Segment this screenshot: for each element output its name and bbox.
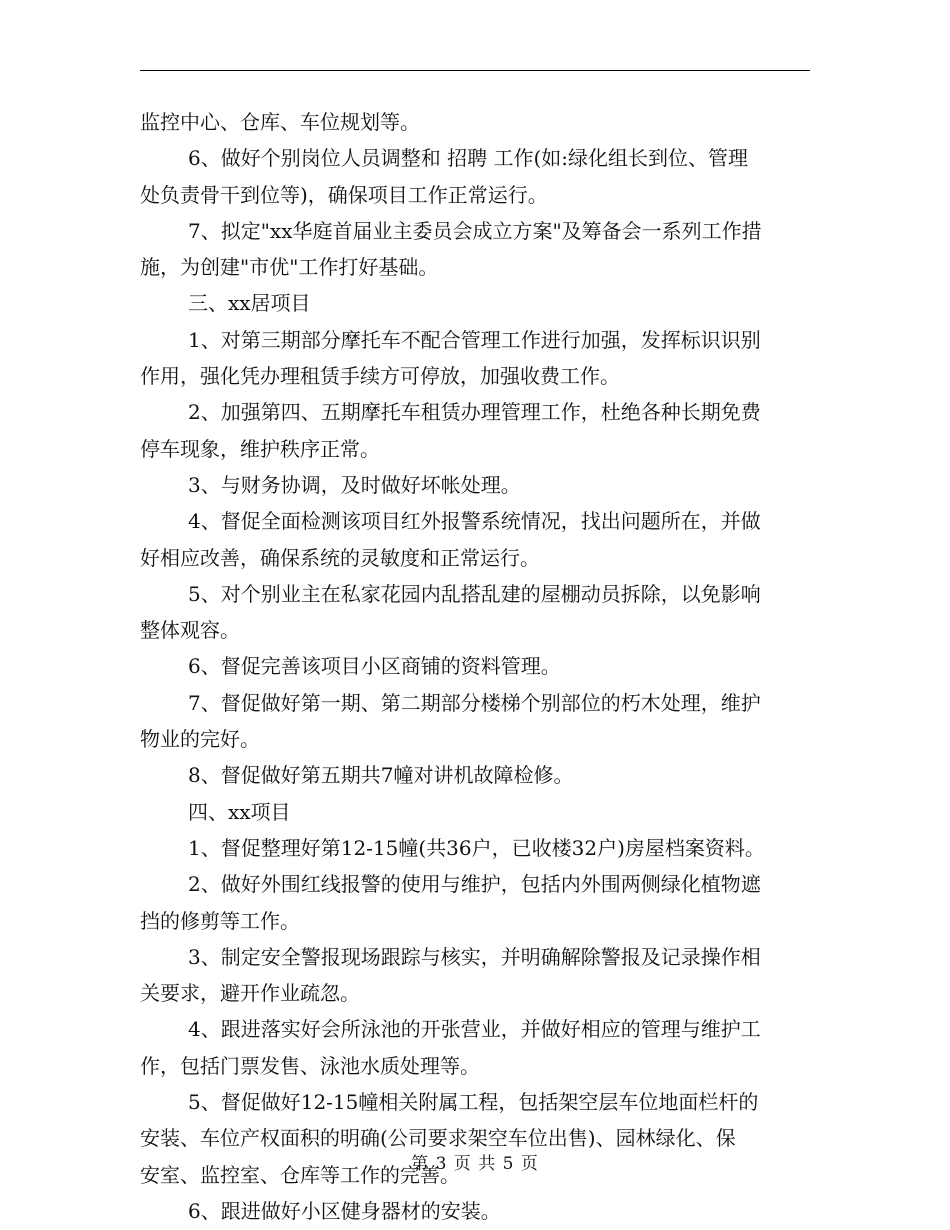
text-line: 关要求，避开作业疏忽。 — [140, 981, 360, 1006]
text-line: 8、督促做好第五期共7幢对讲机故障检修。 — [188, 763, 574, 788]
text-line: 作用，强化凭办理租赁手续方可停放，加强收费工作。 — [140, 364, 620, 389]
text-line: 5、对个别业主在私家花园内乱搭乱建的屋棚动员拆除，以免影响 — [188, 581, 761, 606]
text-line: 3、与财务协调，及时做好坏帐处理。 — [188, 472, 521, 497]
text-line: 整体观容。 — [140, 618, 240, 643]
header-rule — [140, 70, 810, 71]
text-line: 好相应改善，确保系统的灵敏度和正常运行。 — [140, 545, 540, 570]
text-line: 4、督促全面检测该项目红外报警系统情况，找出问题所在，并做 — [188, 509, 761, 534]
text-line: 处负责骨干到位等)，确保项目工作正常运行。 — [140, 182, 548, 207]
text-line: 停车现象，维护秩序正常。 — [140, 436, 380, 461]
text-line: 作，包括门票发售、泳池水质处理等。 — [140, 1053, 480, 1078]
text-line: 监控中心、仓库、车位规划等。 — [140, 110, 420, 134]
text-line: 2、加强第四、五期摩托车租赁办理管理工作，杜绝各种长期免费 — [188, 400, 761, 425]
text-line: 6、做好个别岗位人员调整和 招聘 工作(如:绿化组长到位、管理 — [188, 146, 748, 171]
text-line: 安装、车位产权面积的明确(公司要求架空车位出售)、园林绿化、保 — [140, 1126, 736, 1151]
text-line: 6、跟进做好小区健身器材的安装。 — [188, 1198, 501, 1223]
text-line: 安室、监控室、仓库等工作的完善。 — [140, 1162, 460, 1187]
text-line: 三、xx居项目 — [188, 291, 311, 316]
document-body — [140, 104, 810, 1229]
text-line: 3、制定安全警报现场跟踪与核实，并明确解除警报及记录操作相 — [188, 944, 761, 969]
text-line: 7、督促做好第一期、第二期部分楼梯个别部位的朽木处理，维护 — [188, 690, 761, 715]
text-line: 1、督促整理好第12-15幢(共36户，已收楼32户)房屋档案资料。 — [188, 835, 765, 860]
text-line: 1、对第三期部分摩托车不配合管理工作进行加强，发挥标识识别 — [188, 327, 761, 352]
text-line: 施，为创建"市优"工作打好基础。 — [140, 255, 439, 280]
text-line: 物业的完好。 — [140, 727, 260, 752]
text-line: 7、拟定"xx华庭首届业主委员会成立方案"及筹备会一系列工作措 — [188, 218, 762, 243]
text-line: 2、做好外围红线报警的使用与维护，包括内外围两侧绿化植物遮 — [188, 872, 761, 897]
text-line: 挡的修剪等工作。 — [140, 908, 300, 933]
page-number-footer: 第 3 页 共 5 页 — [411, 1154, 539, 1174]
text-line: 4、跟进落实好会所泳池的开张营业，并做好相应的管理与维护工 — [188, 1017, 761, 1042]
text-line: 四、xx项目 — [188, 799, 291, 824]
text-line: 5、督促做好12-15幢相关附属工程，包括架空层车位地面栏杆的 — [188, 1090, 759, 1115]
text-line: 6、督促完善该项目小区商铺的资料管理。 — [188, 654, 561, 679]
